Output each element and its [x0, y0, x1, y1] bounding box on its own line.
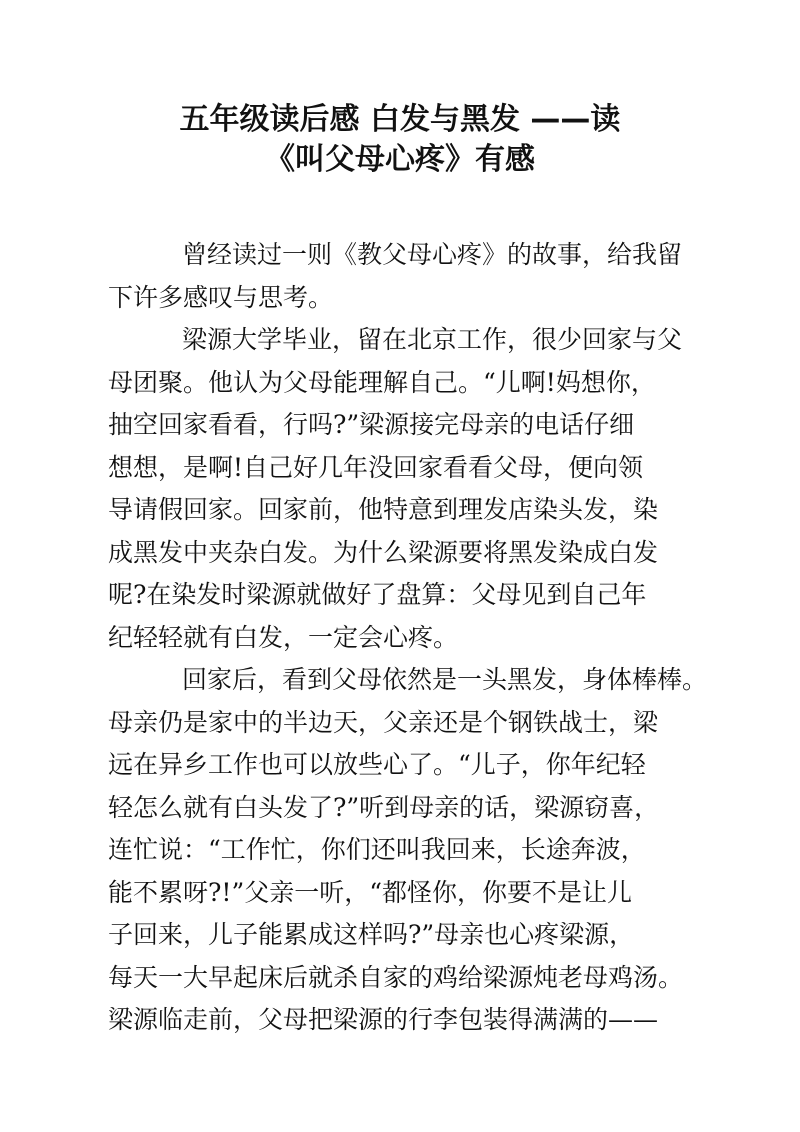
body-text-line: 梁源大学毕业，留在北京工作，很少回家与父: [182, 325, 683, 354]
body-text-line: 每天一大早起床后就杀自家的鸡给梁源炖老母鸡汤。: [108, 962, 684, 992]
body-text-line: 呢?在染发时梁源就做好了盘算：父母见到自己年: [108, 580, 647, 609]
body-text-line: 导请假回家。回家前，他特意到理发店染头发，染: [108, 495, 659, 524]
body-text-line: 连忙说：“工作忙，你们还叫我回来，长途奔波，: [108, 835, 646, 864]
body-text-line: 能不累呀?!”父亲一听，“都怪你，你要不是让儿: [108, 877, 633, 907]
title-line-1: 五年级读后感 白发与黑发 ——读: [179, 102, 621, 137]
body-text-line: 下许多感叹与思考。: [108, 282, 334, 312]
body-text-line: 抽空回家看看，行吗?”梁源接完母亲的电话仔细: [108, 410, 635, 439]
body-text-line: 母亲仍是家中的半边天，父亲还是个钢铁战士，梁: [108, 707, 659, 737]
body-text-line: 子回来，儿子能累成这样吗?”母亲也心疼梁源，: [108, 920, 635, 949]
body-text-line: 轻怎么就有白头发了?”听到母亲的话，梁源窃喜，: [108, 792, 660, 822]
body-text-line: 梁源临走前，父母把梁源的行李包装得满满的——: [108, 1005, 659, 1034]
body-text-line: 成黑发中夹杂白发。为什么梁源要将黑发染成白发: [108, 537, 659, 567]
body-text-line: 远在异乡工作也可以放些心了。“儿子，你年纪轻: [108, 750, 646, 779]
body-text-line: 曾经读过一则《教父母心疼》的故事，给我留: [182, 240, 683, 269]
body-text-line: 母团聚。他认为父母能理解自己。“儿啊!妈想你，: [108, 367, 656, 397]
body-text-line: 想想，是啊!自己好几年没回家看看父母，便向领: [108, 452, 644, 482]
title-line-2: 《叫父母心疼》有感: [265, 142, 535, 177]
body-text-line: 回家后，看到父母依然是一头黑发，身体棒棒。: [182, 665, 708, 694]
body-text-line: 纪轻轻就有白发，一定会心疼。: [108, 622, 459, 652]
